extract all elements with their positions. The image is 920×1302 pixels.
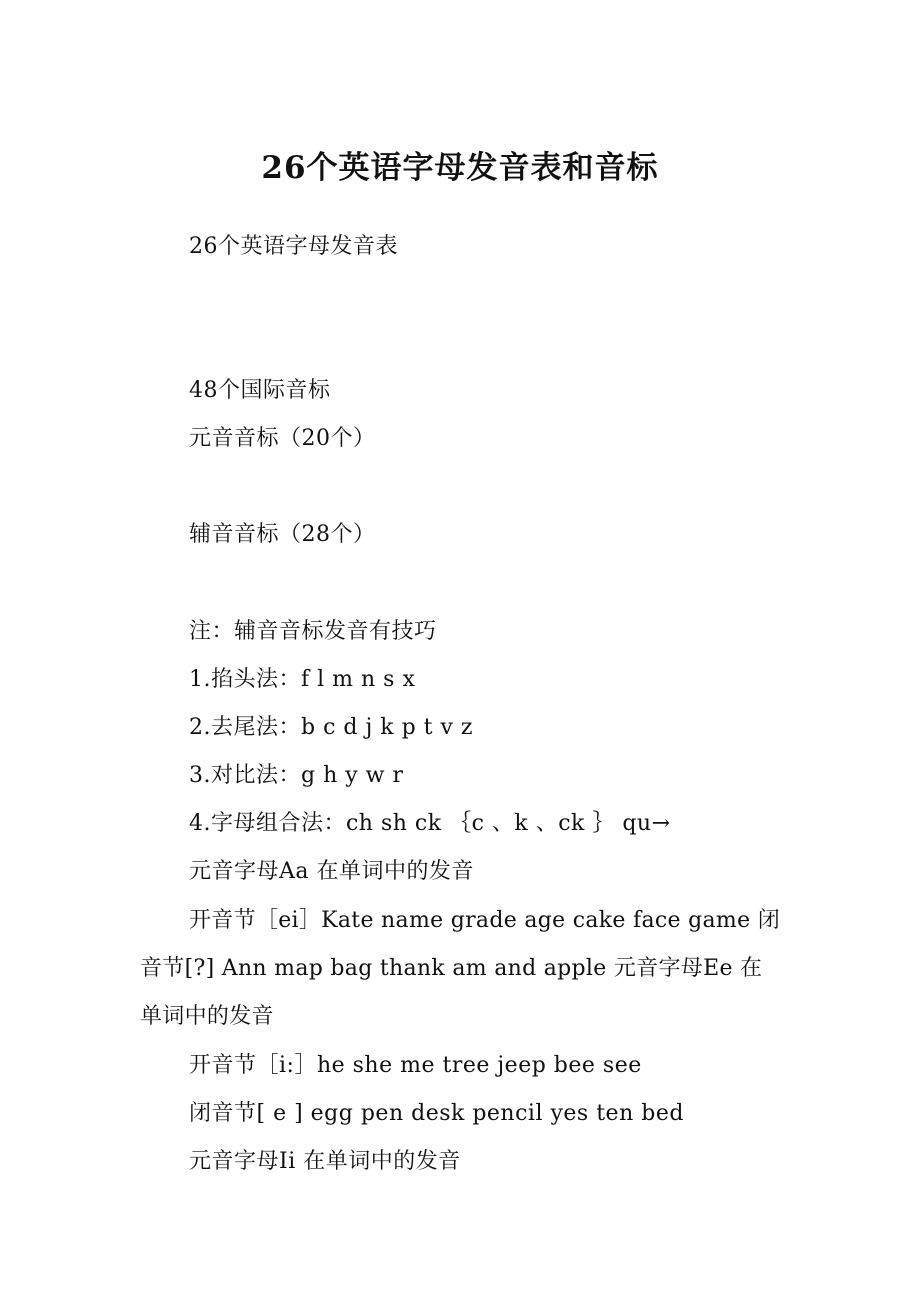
alphabet-heading: 26个英语字母发音表 <box>189 234 398 259</box>
phonetic-heading: 48个国际音标 <box>189 378 331 403</box>
vowel-ee-closed-syllable: 闭音节[ e ] egg pen desk pencil yes ten bed <box>189 1101 684 1126</box>
tip-item-3: 3.对比法：g h y w r <box>189 763 404 788</box>
vowel-aa-paragraph-text: 开音节［ei］Kate name grade age cake face game 闭音节[?] Ann map bag thank am and apple 元音字母Ee 在单词中的发音 <box>140 908 780 1029</box>
vowel-aa-paragraph <box>140 897 780 1041</box>
note-text: 注：辅音音标发音有技巧 <box>189 619 437 644</box>
vowel-ee-open-syllable: 开音节［i:］he she me tree jeep bee see <box>189 1053 642 1078</box>
vowel-heading: 元音音标（20个） <box>189 426 376 451</box>
document-title: 26个英语字母发音表和音标 <box>261 150 659 186</box>
tip-item-2: 2.去尾法：b c d j k p t v z <box>189 715 474 740</box>
vowel-ii-heading: 元音字母Ii 在单词中的发音 <box>189 1149 461 1174</box>
consonant-heading: 辅音音标（28个） <box>189 522 376 547</box>
vowel-aa-heading: 元音字母Aa 在单词中的发音 <box>189 859 474 884</box>
tip-item-1: 1.掐头法：f l m n s x <box>189 667 416 692</box>
tip-item-4: 4.字母组合法：ch sh ck ｛c 、k 、ck ｝ qu→ <box>189 811 671 836</box>
